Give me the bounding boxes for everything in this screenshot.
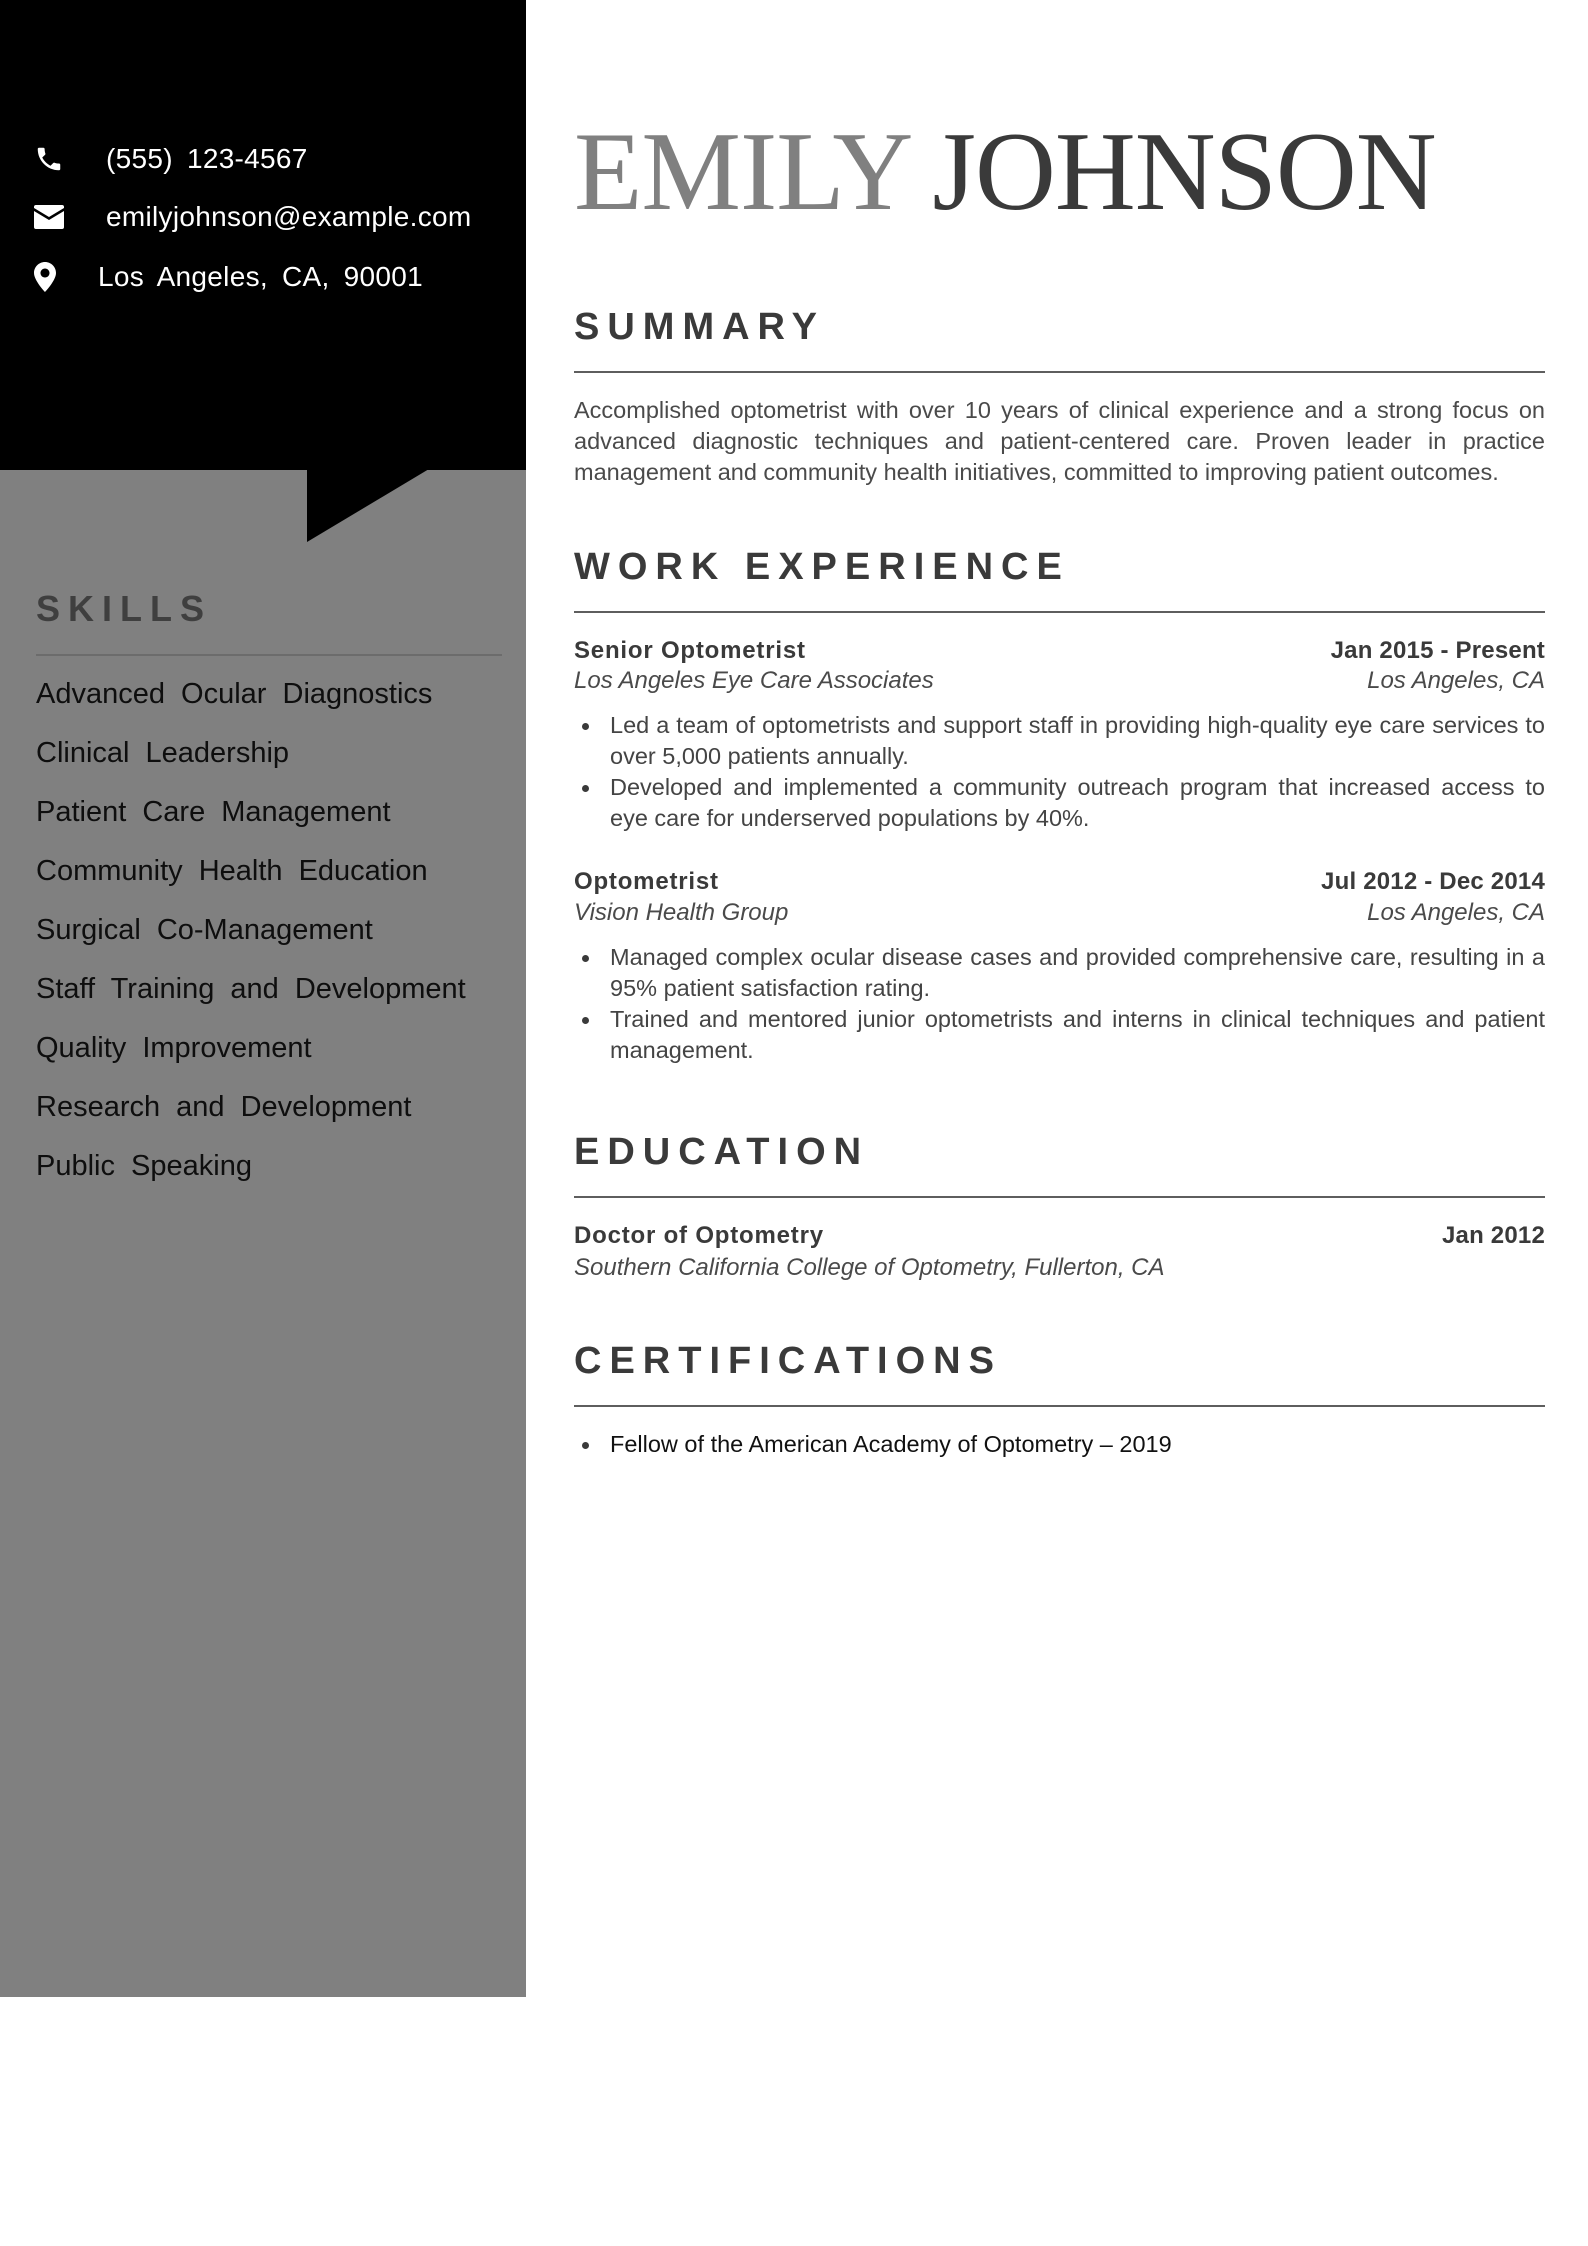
education-degree: Doctor of Optometry: [574, 1222, 824, 1249]
job-bullet: Led a team of optometrists and support staff in providing high-quality eye care services to over 5,000 patients annually.: [574, 710, 1545, 772]
skills-heading: SKILLS: [36, 588, 213, 629]
contact-email: [34, 197, 472, 237]
skill-item: Research and Development: [36, 1091, 412, 1123]
education-school-row: [574, 1254, 1545, 1282]
summary-heading: SUMMARY: [574, 306, 825, 348]
skill-item: Public Speaking: [36, 1150, 252, 1182]
job-bullet: Trained and mentored junior optometrists and interns in clinical techniques and patient management.: [574, 1004, 1545, 1066]
sidebar-notch-decoration: [307, 469, 429, 542]
job-bullets: [574, 942, 1545, 1066]
job-company: Vision Health Group: [574, 899, 789, 926]
contact-location: [34, 257, 423, 297]
job-bullets: [574, 710, 1545, 834]
certification-item: Fellow of the American Academy of Optometry – 2019: [574, 1429, 1545, 1460]
contact-location-text: Los Angeles, CA, 90001: [98, 261, 424, 292]
job-location: Los Angeles, CA: [1367, 899, 1545, 926]
job-title-row: [574, 868, 1545, 896]
first-name: EMILY: [574, 110, 913, 234]
skill-item: Advanced Ocular Diagnostics: [36, 678, 433, 710]
work-experience-divider: [574, 611, 1545, 613]
job-company-row: [574, 667, 1545, 695]
education-divider: [574, 1196, 1545, 1198]
certifications-heading: CERTIFICATIONS: [574, 1340, 1002, 1382]
job-title-row: [574, 637, 1545, 665]
education-school: Southern California College of Optometry, Fullerton, CA: [574, 1254, 1165, 1281]
job-dates: Jul 2012 - Dec 2014: [1321, 868, 1545, 895]
phone-icon: [34, 141, 70, 177]
contact-phone: [34, 139, 308, 179]
summary-divider: [574, 371, 1545, 373]
skill-item: Staff Training and Development: [36, 973, 466, 1005]
skill-item: Clinical Leadership: [36, 737, 290, 769]
job-company: Los Angeles Eye Care Associates: [574, 667, 934, 694]
education-date: Jan 2012: [1441, 1222, 1545, 1249]
job-title: Optometrist: [574, 868, 719, 895]
job-bullet: Developed and implemented a community outreach program that increased access to eye care for underserved populations by 40%.: [574, 772, 1545, 834]
envelope-icon: [34, 199, 70, 235]
map-pin-icon: [34, 259, 70, 295]
contact-phone-text: (555) 123-4567: [106, 143, 308, 174]
education-heading: EDUCATION: [574, 1131, 870, 1173]
skills-list: [36, 674, 466, 1205]
skill-item: Community Health Education: [36, 855, 428, 887]
last-name: JOHNSON: [932, 110, 1436, 234]
work-experience-heading: WORK EXPERIENCE: [574, 546, 1070, 588]
certifications-list: [574, 1429, 1545, 1460]
job-company-row: [574, 899, 1545, 927]
certifications-divider: [574, 1405, 1545, 1407]
skill-item: Surgical Co-Management: [36, 914, 373, 946]
education-row: [574, 1222, 1545, 1250]
skill-item: Patient Care Management: [36, 796, 391, 828]
contact-email-text[interactable]: emilyjohnson@example.com: [106, 201, 472, 232]
job-bullet: Managed complex ocular disease cases and provided comprehensive care, resulting in a 95% patient satisfaction rating.: [574, 942, 1545, 1004]
skills-divider: [36, 654, 502, 656]
summary-text: Accomplished optometrist with over 10 years of clinical experience and a strong focus on advanced diagnostic techniques and patient-centered care. Proven leader in practice management and community health initiatives, committed to improving patient outcomes.: [574, 397, 1545, 485]
job-location: Los Angeles, CA: [1367, 667, 1545, 694]
job-dates: Jan 2015 - Present: [1330, 637, 1545, 664]
job-title: Senior Optometrist: [574, 637, 806, 664]
candidate-name: [574, 107, 1436, 237]
skill-item: Quality Improvement: [36, 1032, 312, 1064]
